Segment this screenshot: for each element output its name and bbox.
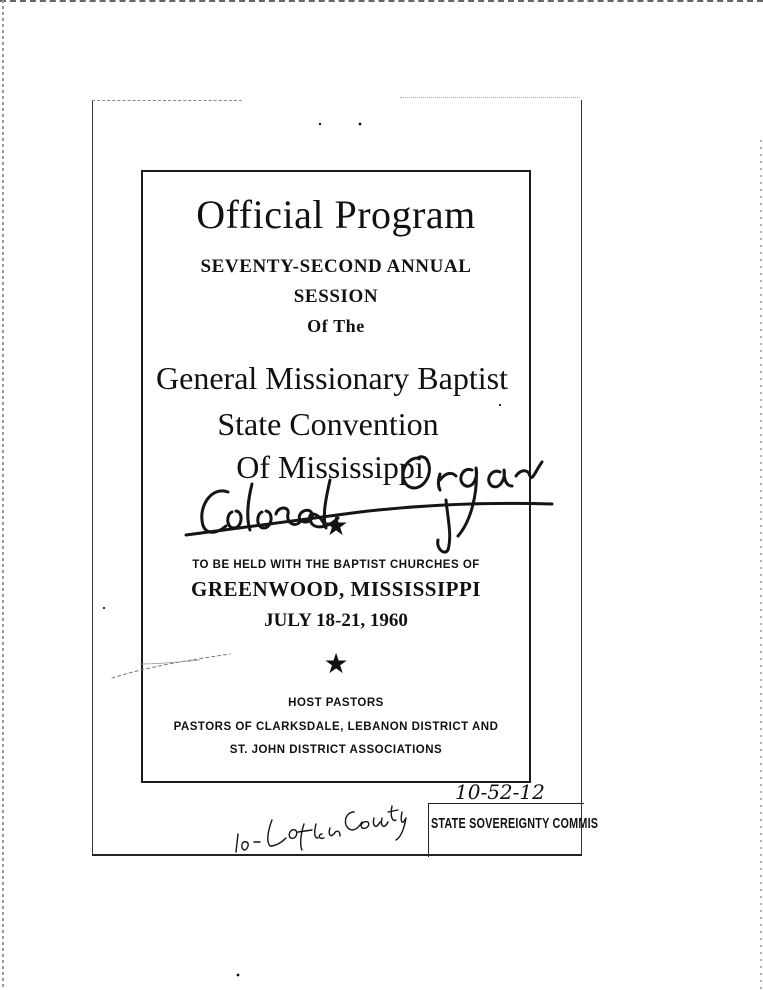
star-icon: ★ [323, 649, 349, 680]
organization-line-2: State Convention [217, 406, 439, 442]
date-line: JULY 18-21, 1960 [264, 610, 408, 631]
star-icon: ★ [323, 511, 349, 542]
session-line-1: SEVENTY-SECOND ANNUAL [200, 256, 472, 277]
session-line-2: SESSION [293, 286, 379, 307]
organization-line-3: Of Mississippi [236, 449, 424, 485]
scan-left-edge [2, 0, 4, 990]
paper-edge-fragment [92, 100, 242, 102]
held-with-line: TO BE HELD WITH THE BAPTIST CHURCHES OF [192, 559, 480, 571]
stamp-label: STATE SOVEREIGNTY COMMIS [431, 815, 599, 832]
program-title: Official Program [196, 192, 476, 237]
host-pastors-label: HOST PASTORS [288, 697, 384, 709]
program-cover [141, 170, 531, 783]
session-line-3: Of The [307, 316, 365, 336]
state-sovereignty-stamp [428, 803, 599, 857]
host-line-2: ST. JOHN DISTRICT ASSOCIATIONS [229, 744, 443, 756]
stamp-number: 10-52-12 [455, 780, 545, 804]
paper-edge-fragment [400, 97, 580, 99]
scan-right-edge [760, 140, 762, 990]
city-line: GREENWOOD, MISSISSIPPI [191, 577, 481, 601]
organization-line-1: General Missionary Baptist [156, 360, 508, 396]
host-line-1: PASTORS OF CLARKSDALE, LEBANON DISTRICT AND [173, 721, 499, 733]
scan-top-edge [0, 0, 763, 4]
